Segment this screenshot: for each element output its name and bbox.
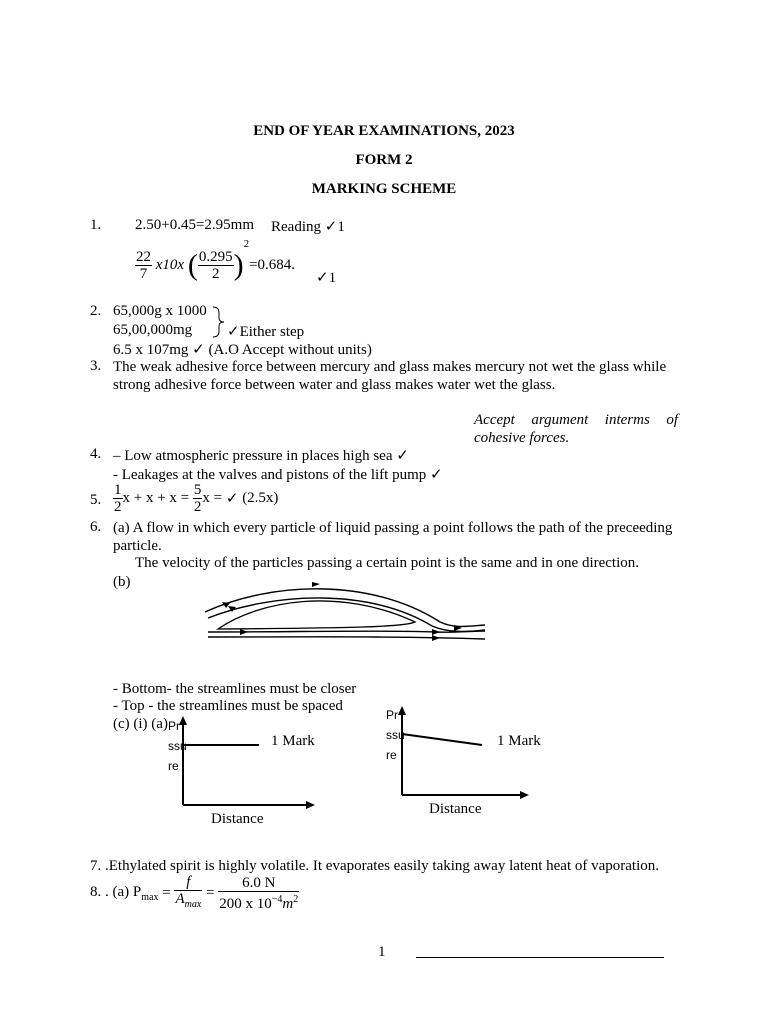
q5-fraction-1-2 (113, 482, 123, 515)
arrow-up-icon (179, 716, 187, 725)
q1-mark2 (316, 268, 336, 287)
q2-either-label: Either step (239, 324, 305, 340)
graph2-xlabel: Distance (429, 801, 482, 817)
q8-eq1: = (162, 885, 171, 901)
q1-frac-den: 7 (139, 266, 148, 283)
q4-number: 4. (90, 446, 102, 462)
right-paren: ) (233, 248, 244, 282)
q2-number: 2. (90, 303, 102, 319)
q1-calculation: 2.50+0.45=2.95mm (135, 217, 255, 233)
q3-number: 3. (90, 358, 102, 374)
arrow-icon (240, 629, 248, 635)
q1-frac-num: 22 (136, 249, 151, 266)
brace-icon (211, 306, 225, 338)
q3-text: The weak adhesive force between mercury and glass makes mercury not wet the glass while strong adhesive force between water and glass makes water wet the glass. (113, 359, 667, 393)
q8-f-den (174, 891, 202, 913)
graph2-ylabel-3: re (386, 748, 397, 762)
q5-f1-den: 2 (114, 499, 122, 515)
page-number: 1 (378, 944, 386, 960)
graph2-ylabel-1: Pr (386, 708, 398, 722)
q5-answer: (2.5x) (242, 490, 279, 506)
q4-line2-text: - Leakages at the valves and pistons of the lift pump (113, 467, 427, 483)
q5-f1-num: 1 (114, 482, 122, 498)
q6-b-label: (b) (113, 574, 131, 590)
q8-v-num: 6.0 N (218, 875, 299, 892)
check-icon: ✓ (430, 467, 443, 483)
graph2-axes (395, 706, 540, 801)
form-label: FORM 2 (355, 152, 413, 168)
graph1-xlabel: Distance (211, 811, 264, 827)
q5-mid: x + x + x = (122, 490, 190, 506)
check-icon: ✓ (192, 342, 205, 358)
q1-inner-fraction (198, 249, 234, 282)
q1-reading-label: Reading (271, 219, 321, 235)
check-icon: ✓ (396, 448, 409, 464)
q8-prefix-sub: max (141, 892, 159, 903)
q1-fraction-22-7 (135, 249, 152, 282)
q2-line2: 65,00,000mg (113, 322, 193, 338)
graph1-ylabel-1: Pr (168, 719, 180, 733)
q8-v-den-a: 200 x 10 (219, 896, 272, 912)
q6-a-text2: The velocity of the particles passing a certain point is the same and in one direction. (135, 555, 640, 571)
q6-number: 6. (90, 519, 102, 535)
graph1-ylabel-2: ssu (168, 739, 187, 753)
q1-exponent: 2 (243, 238, 250, 250)
arrow-icon (312, 582, 320, 587)
arrow-right-icon (306, 801, 315, 809)
exam-title: END OF YEAR EXAMINATIONS, 2023 (253, 123, 515, 139)
streamline-top-1 (205, 589, 485, 627)
arrow-icon (432, 635, 440, 641)
q8-prefix (90, 884, 159, 903)
graph2-ylabel-2: ssu (386, 728, 405, 742)
q6-bottom: - Bottom- the streamlines must be closer (113, 681, 357, 697)
q1-mark-value: 1 (328, 270, 337, 286)
streamline-diagram (200, 582, 490, 652)
q1-equation (135, 238, 295, 283)
q7-text: 7. .Ethylated spirit is highly volatile. It evaporates easily taking away latent heat of vaporation. (90, 858, 660, 874)
graph2-pressure-line (402, 734, 482, 745)
q8-v-den-unit-exp: 2 (293, 894, 299, 905)
q8-fraction-f-a (174, 874, 202, 913)
q8-v-den-unit: m (282, 896, 294, 912)
left-paren: ( (187, 248, 198, 282)
graph2-mark: 1 Mark (497, 733, 541, 749)
q4-line1-text: – Low atmospheric pressure in places high sea (113, 448, 393, 464)
graph1-ylabel-3: re (168, 759, 179, 773)
q1-inner-den: 2 (211, 266, 220, 283)
q6-top: - Top - the streamlines must be spaced (113, 698, 343, 714)
q5-f2-den: 2 (193, 499, 202, 515)
q1-eq-mid: x10x (155, 257, 185, 274)
check-icon: ✓ (225, 491, 239, 507)
q8-f-den-sub: max (184, 899, 202, 910)
q2-either (227, 322, 304, 341)
graph1-mark: 1 Mark (271, 733, 315, 749)
q1-reading (271, 217, 345, 236)
q5-equation (113, 482, 278, 515)
q8-equation (90, 874, 299, 913)
q8-fraction-value (218, 875, 299, 912)
q8-prefix-text: 8. . (a) P (90, 884, 142, 900)
q8-f-num: f (174, 874, 202, 891)
q8-v-den (218, 892, 299, 912)
q6-a-text: (a) A flow in which every particle of liquid passing a point follows the path of the preceeding particle. (113, 520, 673, 554)
footer-rule (416, 957, 664, 958)
q2-line1: 65,000g x 1000 (113, 303, 207, 319)
q2-line3 (113, 340, 372, 359)
q1-inner-num: 0.295 (198, 249, 233, 266)
q3-accept-note: Accept argument interms of cohesive forces. (474, 412, 678, 446)
q5-number: 5. (90, 492, 102, 508)
arrow-right-icon (520, 791, 529, 799)
arrow-icon (432, 629, 440, 635)
q8-f-den-a: A (175, 891, 185, 907)
scheme-title: MARKING SCHEME (311, 181, 457, 197)
q8-v-den-exp: −4 (271, 894, 283, 905)
q1-result: =0.684. (249, 257, 296, 274)
q1-mark: 1 (337, 219, 345, 235)
streamline-bottom-1 (208, 631, 485, 632)
check-icon: ✓ (324, 219, 338, 235)
q2-line3-text: 6.5 x 107mg (113, 342, 189, 358)
q2-note: (A.O Accept without units) (208, 342, 372, 358)
arrow-up-icon (398, 706, 406, 715)
q5-end: x = (202, 490, 223, 506)
graph1-axes (176, 716, 321, 811)
q5-fraction-5-2 (193, 482, 203, 515)
q4-line1 (113, 446, 409, 465)
q6-c-label: (c) (i) (a) (113, 716, 168, 732)
q1-number: 1. (90, 217, 102, 233)
q5-f2-num: 5 (193, 482, 202, 498)
streamline-bottom-2 (208, 637, 485, 639)
check-icon: ✓ (316, 270, 329, 286)
q8-eq2: = (206, 885, 215, 901)
check-icon: ✓ (227, 324, 240, 340)
